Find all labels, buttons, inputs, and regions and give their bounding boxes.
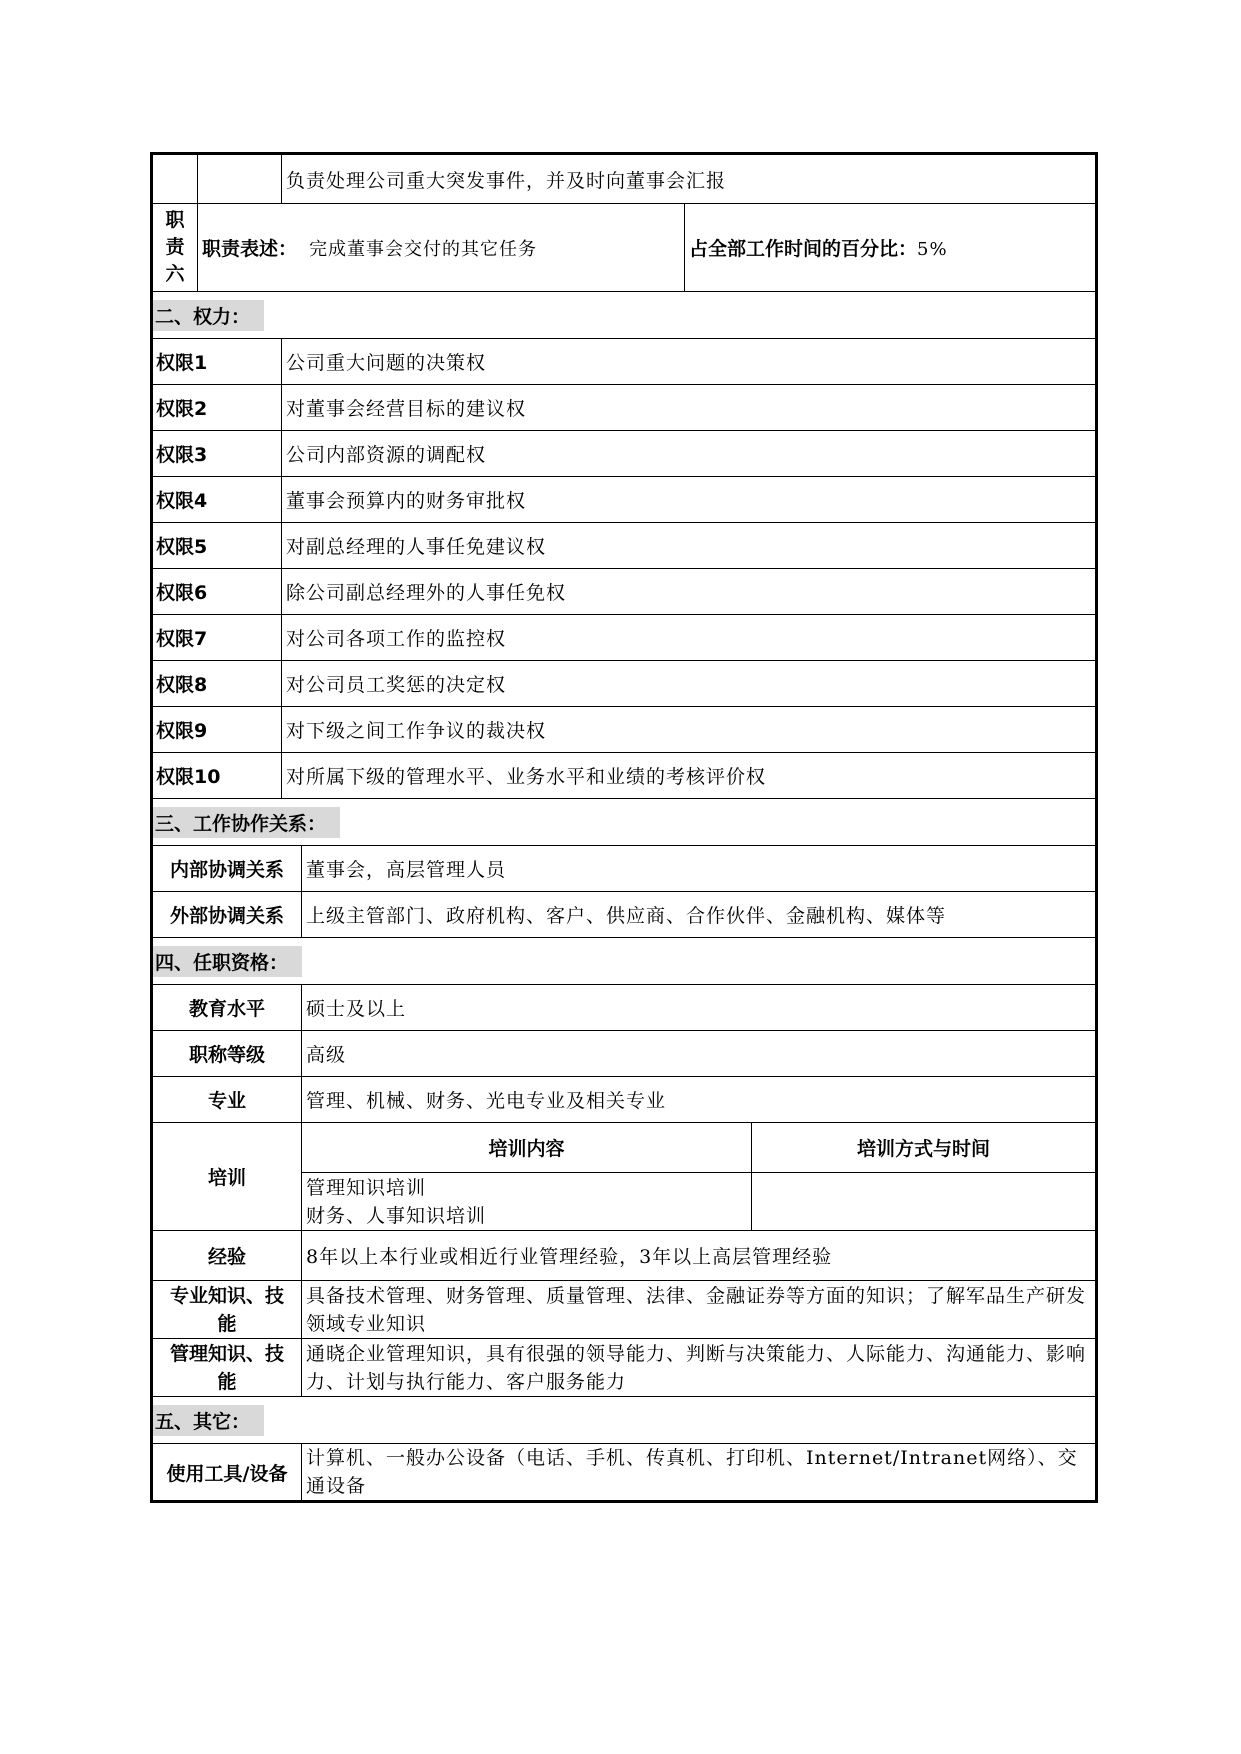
authority-text: 对下级之间工作争议的裁决权 (282, 707, 1097, 753)
duty-six-percent (685, 204, 1097, 292)
authority-row (152, 431, 1097, 477)
training-line: 管理知识培训 (306, 1176, 427, 1199)
authority-text: 对公司各项工作的监控权 (282, 615, 1097, 661)
percent-value: 5% (917, 239, 948, 260)
job-description-table (150, 152, 1098, 1503)
section-3-header (152, 799, 1097, 846)
experience-row (152, 1231, 1097, 1281)
section-3-header-row (152, 799, 1097, 846)
duty-tail-text: 负责处理公司重大突发事件，并及时向董事会汇报 (282, 154, 1097, 204)
internal-relation-text: 董事会，高层管理人员 (302, 846, 1097, 892)
pro-skill-row (152, 1281, 1097, 1339)
duty-empty-cell (198, 154, 282, 204)
authority-label: 权限3 (152, 431, 282, 477)
training-method-header: 培训方式与时间 (752, 1123, 1097, 1173)
education-label: 教育水平 (152, 985, 302, 1031)
authority-label: 权限8 (152, 661, 282, 707)
tools-row (152, 1444, 1097, 1502)
mgmt-skill-label-line: 能 (217, 1370, 237, 1393)
title-level-row (152, 1031, 1097, 1077)
authority-label: 权限9 (152, 707, 282, 753)
authority-label: 权限2 (152, 385, 282, 431)
authority-text: 董事会预算内的财务审批权 (282, 477, 1097, 523)
major-text: 管理、机械、财务、光电专业及相关专业 (302, 1077, 1097, 1123)
section-title: 二、权力： (153, 300, 264, 331)
training-header-row (152, 1123, 1097, 1173)
section-5-header-row (152, 1397, 1097, 1444)
section-4-header-row (152, 938, 1097, 985)
section-2-header-row (152, 292, 1097, 339)
pro-skill-label (152, 1281, 302, 1339)
authority-label: 权限5 (152, 523, 282, 569)
duty-six-char: 职 (165, 209, 185, 231)
authority-text: 除公司副总经理外的人事任免权 (282, 569, 1097, 615)
section-2-header (152, 292, 1097, 339)
duty-six-label (152, 204, 198, 292)
training-method (752, 1173, 1097, 1231)
training-content-header: 培训内容 (302, 1123, 752, 1173)
duty-six-char: 六 (165, 263, 185, 285)
authority-text: 公司内部资源的调配权 (282, 431, 1097, 477)
internal-relation-row (152, 846, 1097, 892)
authority-row (152, 661, 1097, 707)
authority-row (152, 753, 1097, 799)
tools-text: 计算机、一般办公设备（电话、手机、传真机、打印机、Internet/Intranet网络）、交通设备 (302, 1444, 1097, 1502)
mgmt-skill-label-line: 管理知识、技 (169, 1342, 284, 1365)
duty-empty-cell (152, 154, 198, 204)
section-4-header (152, 938, 1097, 985)
authority-text: 公司重大问题的决策权 (282, 339, 1097, 385)
experience-text: 8年以上本行业或相近行业管理经验，3年以上高层管理经验 (302, 1231, 1097, 1281)
training-line: 财务、人事知识培训 (306, 1204, 487, 1227)
duty-desc-text: 完成董事会交付的其它任务 (309, 239, 538, 260)
section-title: 四、任职资格： (153, 946, 302, 977)
percent-label: 占全部工作时间的百分比： (689, 238, 918, 260)
external-relation-text: 上级主管部门、政府机构、客户、供应商、合作伙伴、金融机构、媒体等 (302, 892, 1097, 938)
authority-label: 权限4 (152, 477, 282, 523)
mgmt-skill-label (152, 1339, 302, 1397)
job-description-sheet (150, 152, 1095, 1503)
training-content (302, 1173, 752, 1231)
authority-text: 对董事会经营目标的建议权 (282, 385, 1097, 431)
authority-row (152, 569, 1097, 615)
major-label: 专业 (152, 1077, 302, 1123)
duty-six-row (152, 204, 1097, 292)
tools-label: 使用工具/设备 (152, 1444, 302, 1502)
title-level-text: 高级 (302, 1031, 1097, 1077)
duty-six-description (198, 204, 685, 292)
title-level-label: 职称等级 (152, 1031, 302, 1077)
authority-label: 权限10 (152, 753, 282, 799)
authority-label: 权限7 (152, 615, 282, 661)
pro-skill-text: 具备技术管理、财务管理、质量管理、法律、金融证券等方面的知识；了解军品生产研发领域专业知识 (302, 1281, 1097, 1339)
duty-continuation-row (152, 154, 1097, 204)
authority-row (152, 385, 1097, 431)
internal-relation-label: 内部协调关系 (152, 846, 302, 892)
authority-label: 权限1 (152, 339, 282, 385)
external-relation-label: 外部协调关系 (152, 892, 302, 938)
authority-row (152, 523, 1097, 569)
authority-row (152, 339, 1097, 385)
pro-skill-label-line: 能 (217, 1312, 237, 1335)
authority-row (152, 477, 1097, 523)
authority-text: 对所属下级的管理水平、业务水平和业绩的考核评价权 (282, 753, 1097, 799)
section-5-header (152, 1397, 1097, 1444)
duty-six-char: 责 (165, 236, 185, 258)
experience-label: 经验 (152, 1231, 302, 1281)
external-relation-row (152, 892, 1097, 938)
education-text: 硕士及以上 (302, 985, 1097, 1031)
authority-text: 对公司员工奖惩的决定权 (282, 661, 1097, 707)
authority-row (152, 615, 1097, 661)
duty-desc-label: 职责表述： (202, 238, 298, 260)
education-row (152, 985, 1097, 1031)
mgmt-skill-text: 通晓企业管理知识，具有很强的领导能力、判断与决策能力、人际能力、沟通能力、影响力、计划与执行能力、客户服务能力 (302, 1339, 1097, 1397)
section-title: 五、其它： (153, 1405, 264, 1436)
authority-row (152, 707, 1097, 753)
mgmt-skill-row (152, 1339, 1097, 1397)
section-title: 三、工作协作关系： (153, 807, 340, 838)
major-row (152, 1077, 1097, 1123)
training-label: 培训 (152, 1123, 302, 1231)
authority-label: 权限6 (152, 569, 282, 615)
authority-text: 对副总经理的人事任免建议权 (282, 523, 1097, 569)
pro-skill-label-line: 专业知识、技 (169, 1284, 284, 1307)
